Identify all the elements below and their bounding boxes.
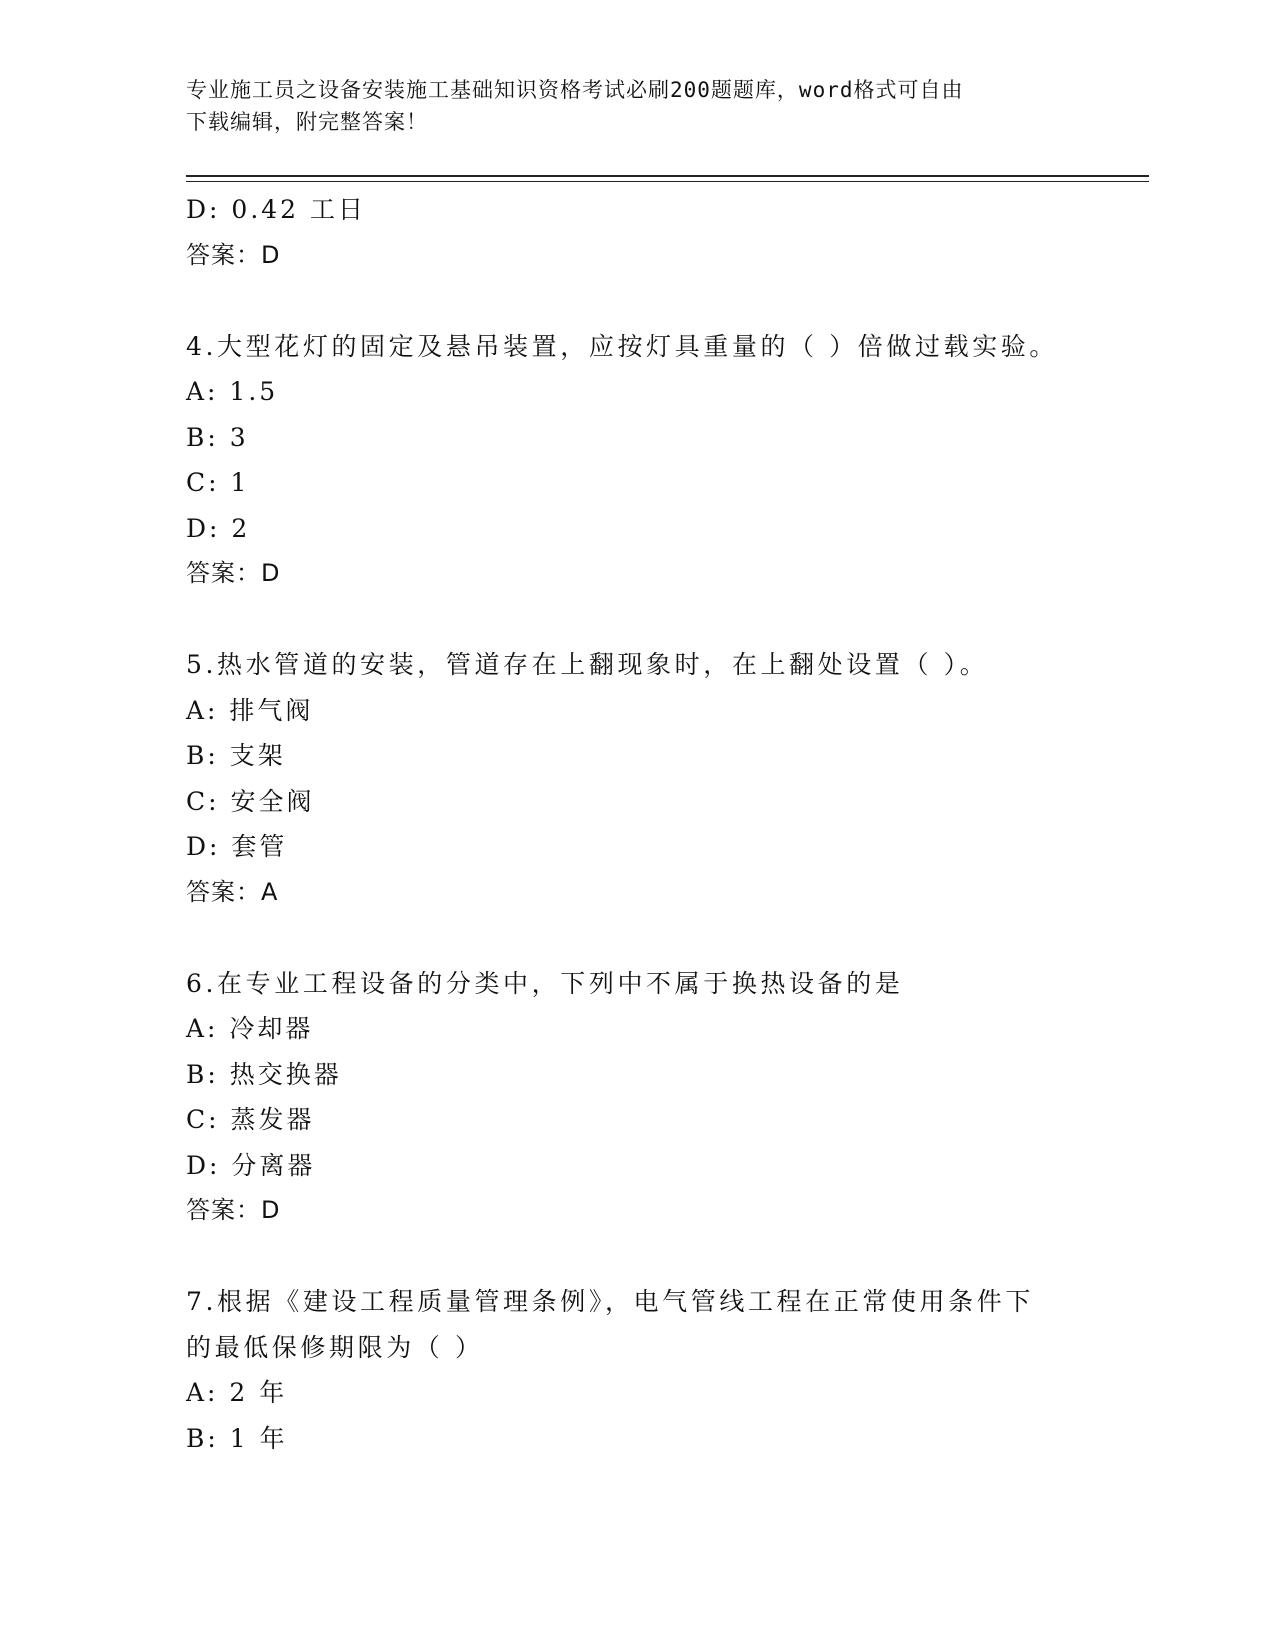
q3-answer: 答案：D	[186, 240, 281, 269]
q7-option-b: B: 1 年	[186, 1423, 288, 1453]
q6-answer: 答案：D	[186, 1196, 281, 1224]
q5-answer: 答案：A	[186, 877, 279, 906]
q4-text: 4.大型花灯的固定及悬吊装置，应按灯具重量的（ ）倍做过载实验。	[186, 331, 1059, 361]
document-header	[186, 74, 1066, 138]
q7-text-line-2: 的最低保修期限为（ ）	[186, 1332, 484, 1362]
header-title-line-1: 专业施工员之设备安装施工基础知识资格考试必刷200题题库，word格式可自由	[186, 78, 964, 102]
spacer	[186, 1234, 1086, 1280]
spacer	[186, 597, 1086, 643]
question-list	[186, 187, 1086, 1461]
header-rule-thick	[186, 175, 1149, 177]
header-rule-thin	[186, 181, 1149, 182]
q4-answer: 答案：D	[186, 559, 281, 587]
q4-option-d: D: 2	[186, 513, 251, 543]
spacer	[186, 915, 1086, 961]
spacer	[186, 278, 1086, 324]
q6-option-b: B: 热交换器	[186, 1059, 342, 1089]
q5-option-b: B: 支架	[186, 741, 286, 770]
header-title-line-2: 下载编辑，附完整答案！	[186, 110, 428, 134]
q4-option-a: A: 1.5	[186, 377, 279, 406]
q3-option-d: D: 0.42 工日	[186, 195, 367, 224]
q5-text: 5.热水管道的安装，管道存在上翻现象时，在上翻处设置（ ）。	[186, 650, 989, 679]
q5-option-a: A: 排气阀	[186, 695, 314, 725]
q7-text-line-1: 7.根据《建设工程质量管理条例》，电气管线工程在正常使用条件下	[186, 1287, 1034, 1316]
q6-option-c: C: 蒸发器	[186, 1105, 315, 1134]
q5-option-c: C: 安全阀	[186, 786, 315, 816]
q6-option-a: A: 冷却器	[186, 1014, 314, 1043]
q4-option-b: B: 3	[186, 422, 249, 452]
q7-option-a: A: 2 年	[186, 1378, 288, 1407]
q6-text: 6.在专业工程设备的分类中，下列中不属于换热设备的是	[186, 968, 904, 998]
q5-option-d: D: 套管	[186, 832, 288, 861]
q6-option-d: D: 分离器	[186, 1150, 316, 1180]
q4-option-c: C: 1	[186, 468, 250, 497]
